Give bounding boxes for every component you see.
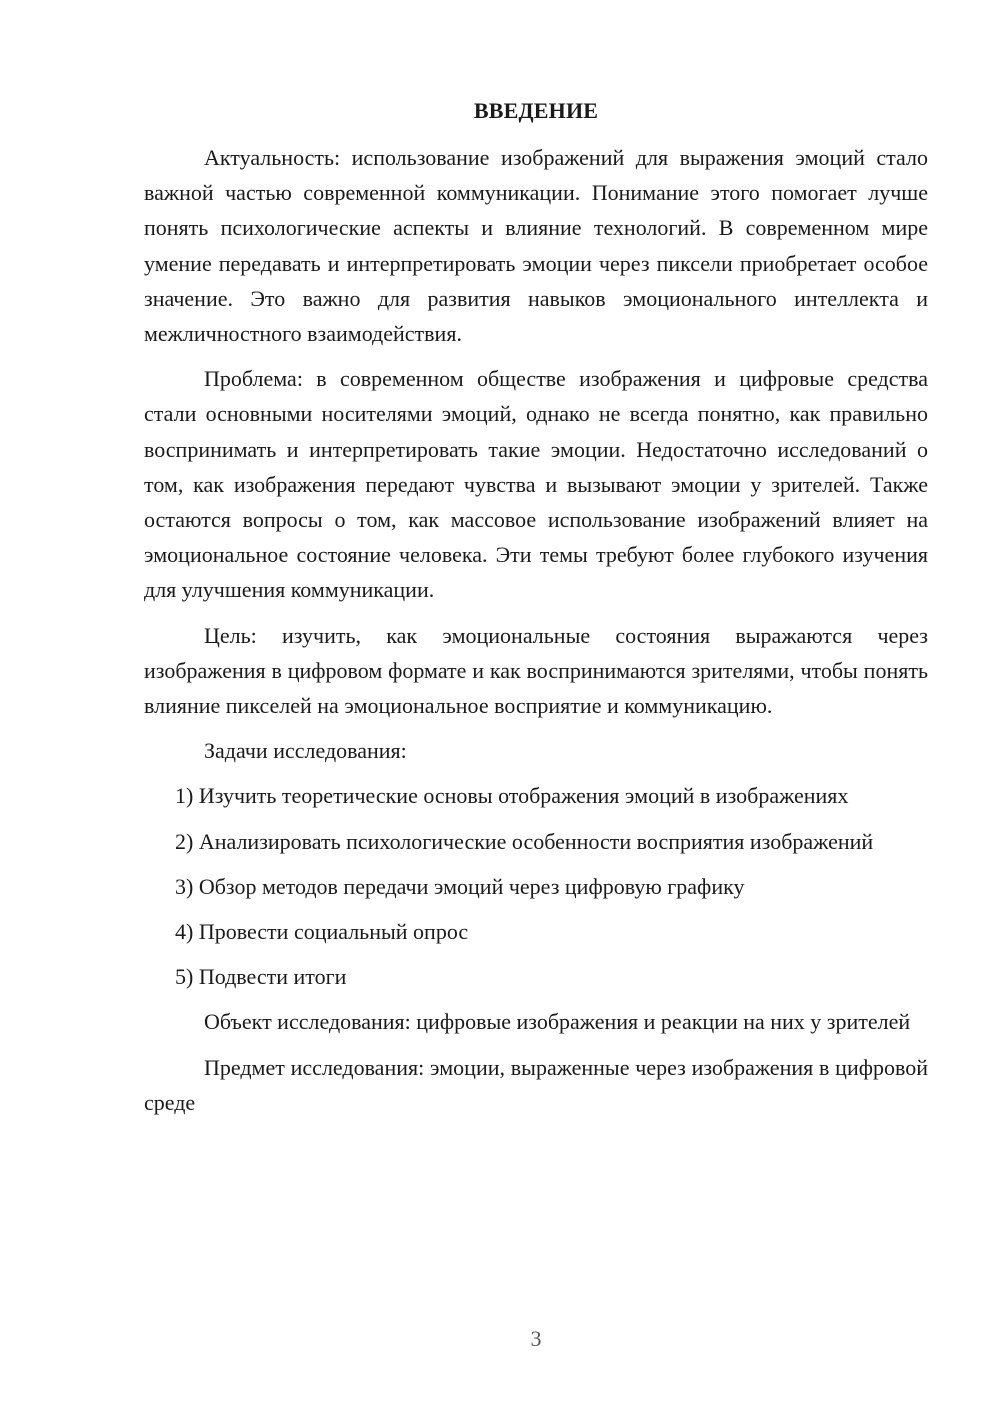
page-content xyxy=(144,96,928,1130)
task-item-3: 3) Обзор методов передачи эмоций через цифровую графику xyxy=(175,873,745,899)
problem-paragraph: Проблема: в современном обществе изображения и цифровые средства стали основными носителями эмоций, однако не всегда понятно, как правильно воспринимать и интерпретировать такие эмоции. Недостаточно исследований о том, как изображения передают чувства и вызывают эмоции у зрителей. Также остаются вопросы о том, как массовое использование изображений влияет на эмоциональное состояние человека. Эти темы требуют более глубокого изучения для улучшения коммуникации. xyxy=(144,366,928,603)
task-item-5: 5) Подвести итоги xyxy=(175,964,347,990)
subject-paragraph: Предмет исследования: эмоции, выраженные через изображения в цифровой среде xyxy=(144,1054,928,1115)
section-title: ВВЕДЕНИЕ xyxy=(473,98,599,123)
task-item-2: 2) Анализировать психологические особенности восприятия изображений xyxy=(175,828,874,854)
task-item-4: 4) Провести социальный опрос xyxy=(175,919,469,945)
page-number: 3 xyxy=(530,1326,542,1351)
tasks-heading: Задачи исследования: xyxy=(204,738,407,764)
relevance-paragraph: Актуальность: использование изображений для выражения эмоций стало важной частью современной коммуникации. Понимание этого помогает лучше понять психологические аспекты и влияние технологий. В современном мире умение передавать и интерпретировать эмоции через пиксели приобретает особое значение. Это важно для развития навыков эмоционального интеллекта и межличностного взаимодействия. xyxy=(144,145,928,347)
goal-paragraph: Цель: изучить, как эмоциональные состояния выражаются через изображения в цифровом формате и как воспринимаются зрителями, чтобы понять влияние пикселей на эмоциональное восприятие и коммуникацию. xyxy=(144,622,928,719)
task-item-1: 1) Изучить теоретические основы отображения эмоций в изображениях xyxy=(175,783,849,809)
object-paragraph: Объект исследования: цифровые изображения и реакции на них у зрителей xyxy=(204,1009,911,1035)
